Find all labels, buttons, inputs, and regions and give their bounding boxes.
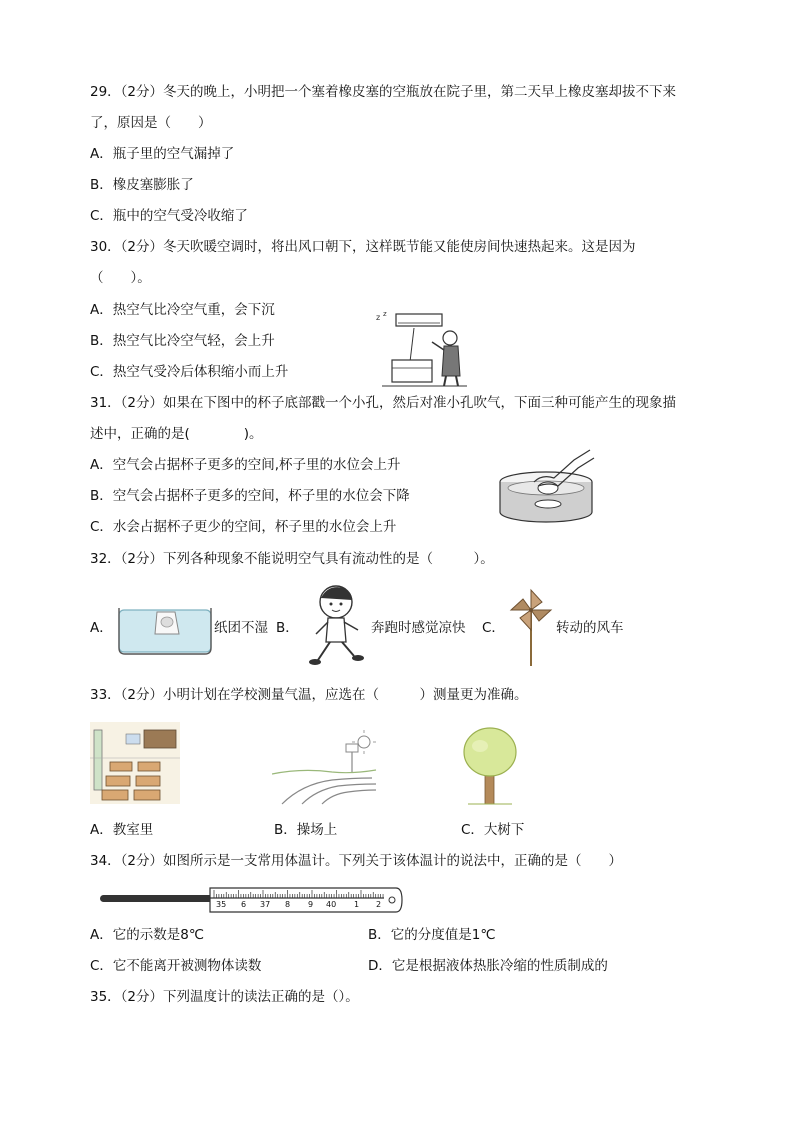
q31-option-c: C．水会占据杯子更少的空间，杯子里的水位会上升	[90, 519, 397, 535]
q30-stem-line1: 30．（2分）冬天吹暖空调时，将出风口朝下，这样既节能又能使房间快速热起来。这是因为	[90, 239, 636, 255]
q32-option-a-letter: A．	[90, 620, 113, 636]
q34-stem: 34．（2分）如图所示是一支常用体温计。下列关于该体温计的说法中，正确的是（ ）	[90, 853, 623, 869]
thermo-label-37: 37	[260, 900, 271, 909]
q32-option-b-letter: B．	[276, 620, 299, 636]
q31-stem-line1: 31．（2分）如果在下图中的杯子底部戳一个小孔，然后对准小孔吹气，下面三种可能产生的现象描	[90, 395, 677, 411]
q31-stem-line2: 述中，正确的是( )。	[90, 426, 263, 442]
q33-option-a: A．教室里	[90, 822, 154, 838]
thermo-label-35: 35	[216, 900, 227, 909]
q30-option-c: C．热空气受冷后体积缩小而上升	[90, 364, 289, 380]
q30-option-b: B．热空气比冷空气轻，会上升	[90, 333, 275, 349]
air-conditioner-figure	[372, 306, 472, 388]
q34-option-a: A．它的示数是8℃	[90, 927, 204, 943]
q32-option-c-text: 转动的风车	[556, 620, 624, 636]
q34-option-b: B．它的分度值是1℃	[368, 927, 496, 943]
paper-in-cup-figure	[117, 598, 213, 656]
q30-stem-line2: （ ）。	[90, 270, 151, 286]
q29-option-c: C．瓶中的空气受冷收缩了	[90, 208, 248, 224]
running-boy-figure	[304, 580, 368, 672]
q29-stem-line1: 29．（2分）冬天的晚上，小明把一个塞着橡皮塞的空瓶放在院子里，第二天早上橡皮塞却拔不下来	[90, 84, 677, 100]
svg-text:z: z	[383, 310, 387, 318]
thermo-label-42: 2	[376, 900, 382, 909]
thermo-label-41: 1	[354, 900, 360, 909]
q32-stem: 32．（2分）下列各种现象不能说明空气具有流动性的是（ ）。	[90, 551, 494, 567]
thermo-label-40: 40	[326, 900, 337, 909]
q32-option-a-text: 纸团不湿	[214, 620, 268, 636]
svg-text:z: z	[376, 313, 381, 322]
q32-option-b-text: 奔跑时感觉凉快	[371, 620, 466, 636]
cup-in-water-figure	[494, 448, 604, 528]
q29-option-b: B．橡皮塞膨胀了	[90, 177, 194, 193]
q34-option-c: C．它不能离开被测物体读数	[90, 958, 262, 974]
classroom-figure	[90, 722, 180, 804]
q32-option-c-letter: C．	[482, 620, 505, 636]
thermometer-figure	[100, 884, 404, 916]
q34-option-d: D．它是根据液体热胀冷缩的性质制成的	[368, 958, 608, 974]
q33-option-b: B．操场上	[274, 822, 338, 838]
big-tree-figure	[458, 724, 522, 808]
q31-option-a: A．空气会占据杯子更多的空间,杯子里的水位会上升	[90, 457, 401, 473]
thermo-label-39: 9	[308, 900, 314, 909]
q31-option-b: B．空气会占据杯子更多的空间，杯子里的水位会下降	[90, 488, 410, 504]
thermo-label-36: 6	[241, 900, 247, 909]
q29-stem-line2: 了，原因是（ ）	[90, 115, 212, 131]
thermo-label-38: 8	[285, 900, 291, 909]
q30-option-a: A．热空气比冷空气重，会下沉	[90, 302, 275, 318]
q33-stem: 33．（2分）小明计划在学校测量气温，应选在（ ）测量更为准确。	[90, 687, 528, 703]
playground-figure	[272, 728, 378, 806]
q29-option-a: A．瓶子里的空气漏掉了	[90, 146, 235, 162]
q33-option-c: C．大树下	[461, 822, 525, 838]
q35-stem: 35．（2分）下列温度计的读法正确的是（）。	[90, 989, 359, 1005]
pinwheel-figure	[508, 586, 554, 668]
